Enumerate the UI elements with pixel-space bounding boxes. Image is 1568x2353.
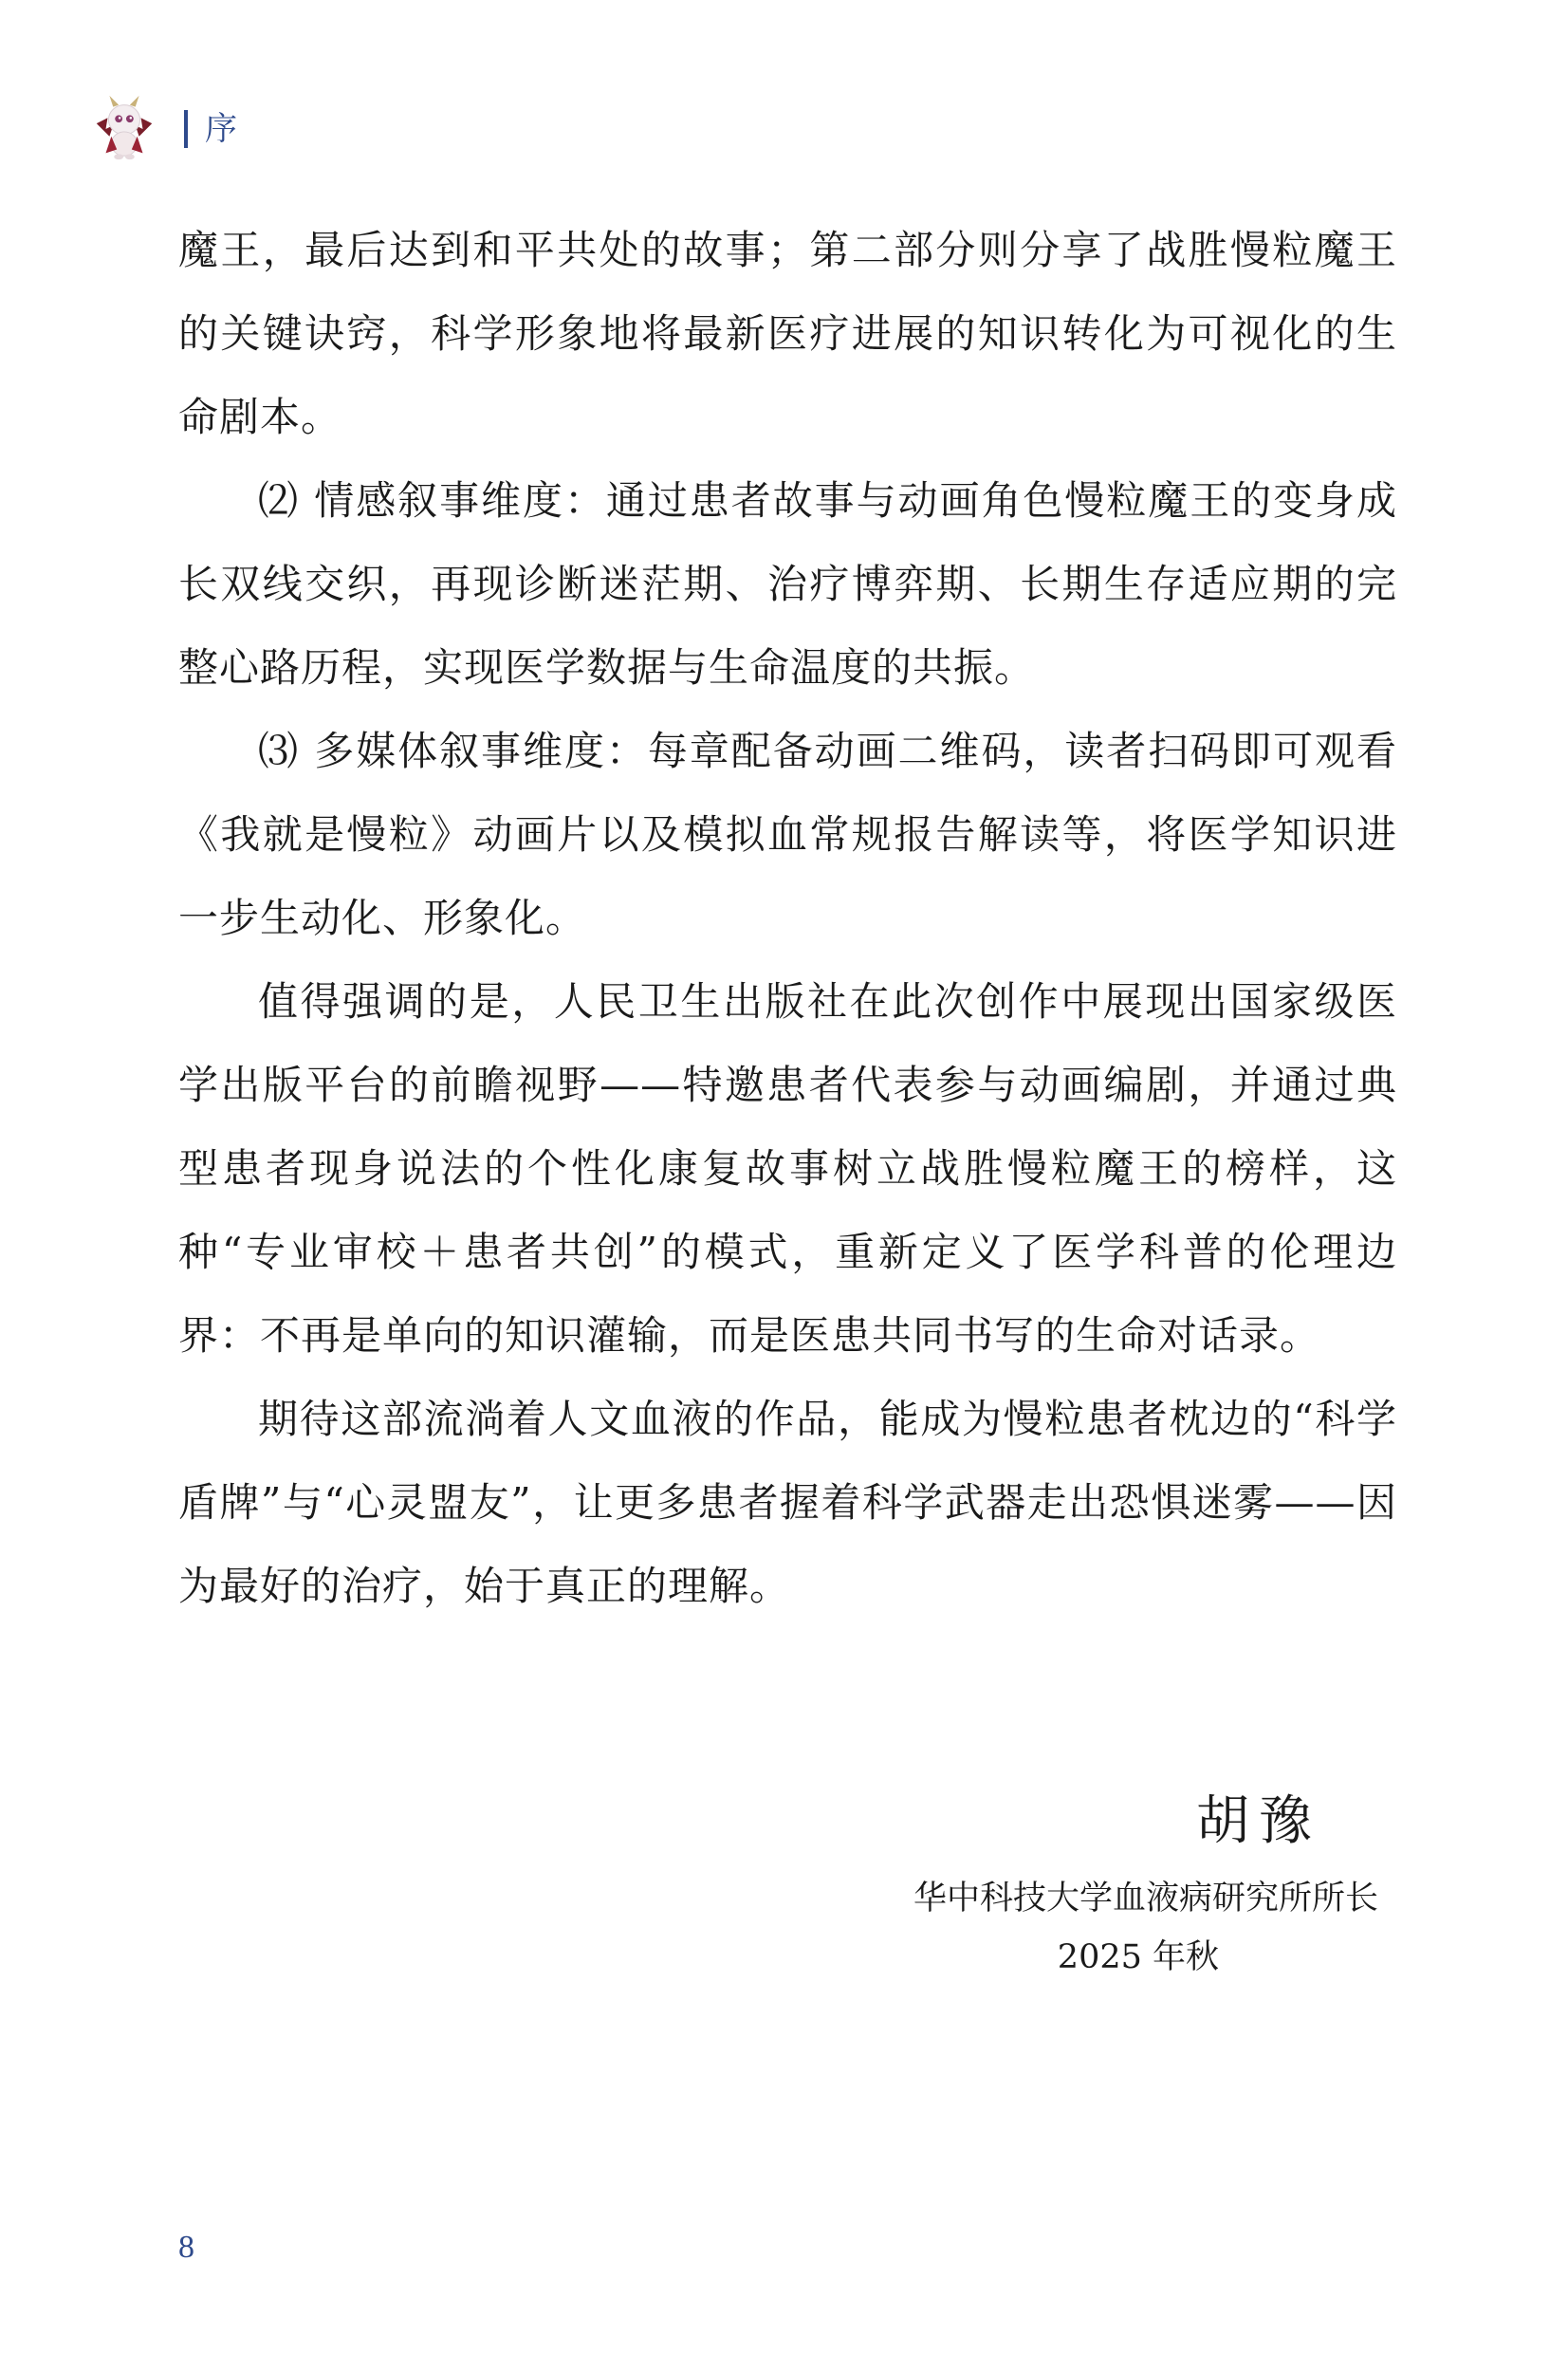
page-header: [87, 91, 237, 167]
signature-date: 2025 年秋: [1057, 1938, 1219, 1976]
paragraph: 魔王，最后达到和平共处的故事；第二部分则分享了战胜慢粒魔王的关键诀窍，科学形象地将最新医疗进展的知识转化为可视化的生命剧本。: [178, 227, 1397, 440]
section-title: 序: [205, 110, 237, 148]
paragraph: ⑶ 多媒体叙事维度：每章配备动画二维码，读者扫码即可观看《我就是慢粒》动画片以及模拟血常规报告解读等，将医学知识进一步生动化、形象化。: [178, 728, 1397, 941]
signature-block: [885, 1784, 1378, 1987]
paragraph: 值得强调的是，人民卫生出版社在此次创作中展现出国家级医学出版平台的前瞻视野——特邀患者代表参与动画编剧，并通过典型患者现身说法的个性化康复故事树立战胜慢粒魔王的榜样，这种“专业审校＋患者共创”的模式，重新定义了医学科普的伦理边界：不再是单向的知识灌输，而是医患共同书写的生命对话录。: [178, 978, 1397, 1359]
paragraph: ⑵ 情感叙事维度：通过患者故事与动画角色慢粒魔王的变身成长双线交织，再现诊断迷茫期、治疗博弈期、长期生存适应期的完整心路历程，实现医学数据与生命温度的共振。: [178, 477, 1397, 691]
signature-title: 华中科技大学血液病研究所所长: [913, 1880, 1378, 1918]
paragraph: 期待这部流淌着人文血液的作品，能成为慢粒患者枕边的“科学盾牌”与“心灵盟友”，让更多患者握着科学武器走出恐惧迷雾——因为最好的治疗，始于真正的理解。: [178, 1396, 1397, 1609]
page-number: 8: [178, 2230, 194, 2265]
cartoon-monster-mascot-icon: [87, 92, 161, 166]
signature-name: 胡豫: [1196, 1790, 1321, 1852]
body-text: [178, 209, 1397, 1628]
header-divider: [184, 110, 188, 148]
